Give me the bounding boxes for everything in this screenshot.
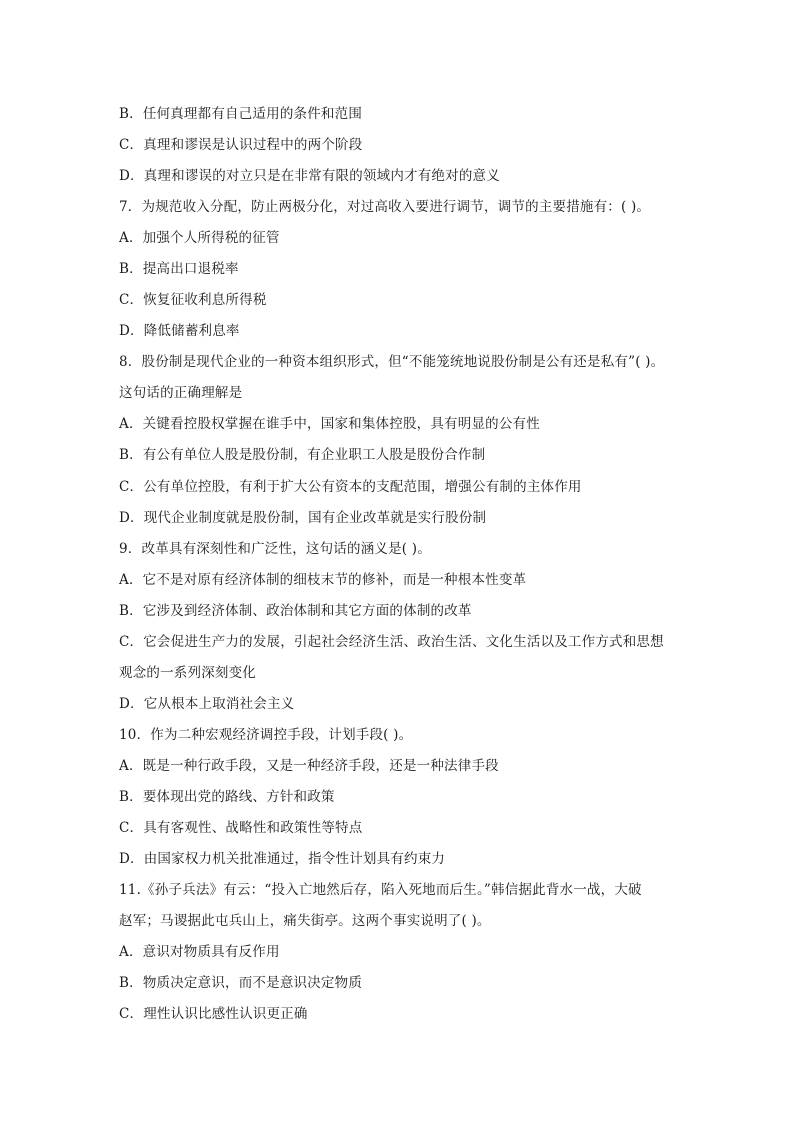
option-line: D．它从根本上取消社会主义 xyxy=(119,696,295,712)
option-line: A．既是一种行政手段，又是一种经济手段，还是一种法律手段 xyxy=(119,758,499,774)
option-line: C．真理和谬误是认识过程中的两个阶段 xyxy=(119,137,363,153)
option-line: A．关键看控股权掌握在谁手中，国家和集体控股，具有明显的公有性 xyxy=(119,416,540,432)
option-line: B．它涉及到经济体制、政治体制和其它方面的体制的改革 xyxy=(119,603,472,619)
option-line: D．现代企业制度就是股份制，国有企业改革就是实行股份制 xyxy=(119,510,487,526)
option-line: A．加强个人所得税的征管 xyxy=(119,230,280,246)
option-line: B．要体现出党的路线、方针和政策 xyxy=(119,789,335,805)
question-line: 赵军；马谡据此屯兵山上，痛失街亭。这两个事实说明了( )。 xyxy=(119,913,491,929)
option-line: A．它不是对原有经济体制的细枝末节的修补，而是一种根本性变革 xyxy=(119,572,527,588)
option-line: D．降低储蓄利息率 xyxy=(119,323,240,339)
question-line: 10．作为二种宏观经济调控手段，计划手段( )。 xyxy=(119,727,413,743)
question-line: 11.《孙子兵法》有云：“投入亡地然后存，陷入死地而后生。”韩信据此背水一战，大破 xyxy=(119,882,642,898)
question-line: 这句话的正确理解是 xyxy=(119,385,243,401)
option-line: B．提高出口退税率 xyxy=(119,261,239,277)
option-line: D．由国家权力机关批准通过，指令性计划具有约束力 xyxy=(119,851,446,867)
option-line: 观念的一系列深刻变化 xyxy=(119,665,256,681)
option-line: C．它会促进生产力的发展，引起社会经济生活、政治生活、文化生活以及工作方式和思想 xyxy=(119,634,664,650)
option-line: D．真理和谬误的对立只是在非常有限的领域内才有绝对的意义 xyxy=(119,168,500,184)
question-line: 8．股份制是现代企业的一种资本组织形式，但“不能笼统地说股份制是公有还是私有”( )。 xyxy=(119,354,665,370)
option-line: A．意识对物质具有反作用 xyxy=(119,944,280,960)
question-line: 9．改革具有深刻性和广泛性，这句话的涵义是( )。 xyxy=(119,541,431,557)
option-line: B．物质决定意识，而不是意识决定物质 xyxy=(119,975,363,991)
option-line: C．具有客观性、战略性和政策性等特点 xyxy=(119,820,363,836)
option-line: C．恢复征收利息所得税 xyxy=(119,292,267,308)
option-line: C．理性认识比感性认识更正确 xyxy=(119,1006,308,1022)
option-line: B．有公有单位人股是股份制，有企业职工人股是股份合作制 xyxy=(119,447,486,463)
option-line: B．任何真理都有自己适用的条件和范围 xyxy=(119,106,363,122)
option-line: C．公有单位控股，有利于扩大公有资本的支配范围，增强公有制的主体作用 xyxy=(119,479,582,495)
question-line: 7．为规范收入分配，防止两极分化，对过高收入要进行调节，调节的主要措施有：( )。 xyxy=(119,199,651,215)
